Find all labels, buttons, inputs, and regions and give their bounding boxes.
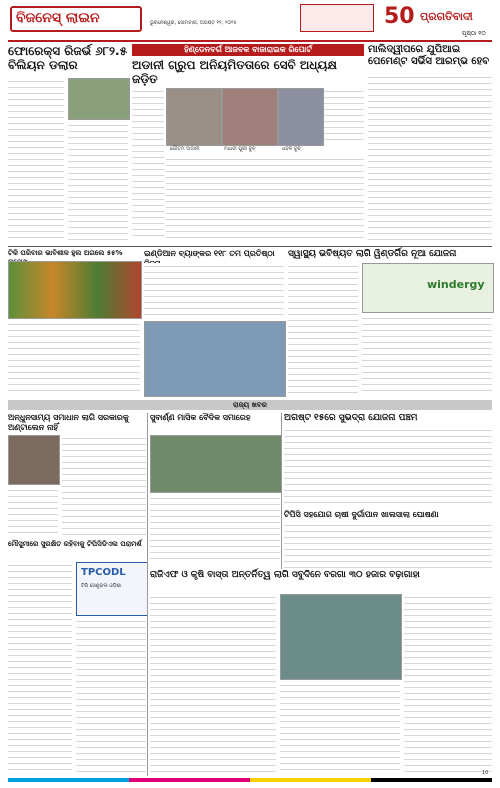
dateline: ଭୁବନେଶ୍ୱର, ସୋମବାର, ଅଗଷ୍ଟ ୧୧, ୨୦୨୫ bbox=[150, 20, 237, 26]
row3-story2 bbox=[150, 413, 280, 563]
right-top-body bbox=[368, 74, 492, 240]
column-divider-1 bbox=[147, 413, 148, 776]
row2-story3-body-2 bbox=[362, 315, 492, 395]
lead-headline: ଅଡାନୀ ଗ୍ରୁପ ଅନିୟମିତତାରେ ସେବି ଅଧ୍ୟକ୍ଷ ଜଡ଼ିତ bbox=[132, 58, 338, 86]
row3-story2-body bbox=[150, 495, 280, 561]
row2-story2-body bbox=[144, 263, 284, 317]
lead-caption-3: ଧବଳ ବୁଚ୍ bbox=[282, 146, 301, 152]
footer-color-bar bbox=[8, 778, 492, 782]
lead-photo-1 bbox=[166, 88, 222, 146]
row3-story1-body-2 bbox=[8, 487, 58, 535]
lead-story bbox=[132, 58, 364, 244]
row3-story3 bbox=[284, 413, 492, 507]
lead-caption-1: ଗୌତମ ଅଡାନୀ bbox=[170, 146, 200, 152]
lead-photo-3 bbox=[278, 88, 324, 146]
kicker-banner-text: ହିଣ୍ଡେନବର୍ଗ ଆଜବକ ବାଜାରାଇକ ରିପୋର୍ଟ bbox=[184, 45, 312, 54]
top-left-headline: ଫୋରେକ୍ସ ରିଜର୍ଭ ୬୮୨.୫ ବିଲିୟନ ଡଲାର bbox=[8, 44, 128, 72]
minister-photo bbox=[8, 435, 60, 485]
row3-story2-headline: ସୁବାର୍ଣ୍ଣ ମାସିକ ବୈଦିକ ସମାରେହ bbox=[150, 413, 251, 422]
brand-ad-box bbox=[300, 4, 374, 32]
masthead-rule bbox=[8, 40, 492, 42]
kicker-banner bbox=[132, 44, 364, 56]
top-left-body bbox=[8, 78, 64, 238]
page-number: 10 bbox=[482, 770, 489, 776]
tpcodl-ad bbox=[76, 562, 148, 616]
top-left-body-2 bbox=[68, 122, 128, 240]
row4-story2 bbox=[150, 570, 492, 776]
section-band-label: ରାଜ୍ୟ ଖବର bbox=[233, 401, 267, 409]
row4-story1 bbox=[8, 540, 146, 776]
windergy-logo: windergy bbox=[427, 278, 485, 291]
row2-story1 bbox=[8, 249, 140, 397]
column-divider-2 bbox=[281, 413, 282, 569]
vegetables-photo bbox=[8, 261, 142, 319]
brand-badge: 50 bbox=[384, 4, 415, 29]
row4-story1-body bbox=[8, 562, 72, 774]
row3-story1 bbox=[8, 413, 146, 537]
row4-story1-headline: ମୌସୁମୀରେ ସୁରକ୍ଷିତ ରହିବାକୁ ଟିପିସିଡିଏଲ ପରାମର୍ଶ bbox=[8, 540, 142, 548]
row2-story1-body bbox=[8, 321, 140, 395]
lead-body-2 bbox=[166, 156, 364, 240]
bank-event-photo bbox=[144, 321, 286, 397]
section-title: ବିଜନେସ୍ ଲାଇନ bbox=[16, 10, 100, 26]
lead-photo-2 bbox=[222, 88, 278, 146]
row3-story4-headline: ଟିପିସି ସହଯୋଗ ଚାଷୀ ଦୁର୍ଗାପାନ ଖାଲସାଲା ଘୋଷଣା bbox=[284, 510, 439, 519]
tpcodl-logo: TPCODL bbox=[81, 567, 126, 578]
row1-rule bbox=[8, 246, 492, 247]
row4-story2-body-2 bbox=[280, 682, 400, 774]
row3-story3-headline: ଅଗଷ୍ଟ ୧୫ରେ ସୁଭଦ୍ରା ଯୋଜନା ପଞ୍ଚମ bbox=[284, 413, 418, 423]
meeting-photo bbox=[280, 594, 402, 680]
masthead bbox=[0, 0, 500, 42]
section-title-box bbox=[10, 6, 142, 32]
brand-name: ପ୍ରଗତିବାଦୀ bbox=[420, 10, 473, 23]
right-top-story bbox=[368, 44, 492, 244]
row2-story3-body bbox=[288, 263, 358, 395]
row2-story1-headline: ଟିକି ପରିବାର ଭାବିଶୀଳ ହୁଲ ଅଗଲେ ୫୫% bbox=[8, 249, 123, 257]
tpcodl-caption: ଟିପି ସେଣ୍ଟ୍ରାଲ ଓଡ଼ିଶା bbox=[81, 583, 122, 589]
row3-story1-headline: ଅନ୍ଧୁନସାମ୍ୟ ସମାଧାନ ଲାଗି ସରକାରକୁ ଅଣ୍ଟାଲେନ ନାହିଁ bbox=[8, 413, 129, 432]
right-top-headline: ମାଲିଦ୍ୱୀପରେ ଯୁପିଆଇ ପେମେଣ୍ଟ ସର୍ଭିସ ଆରମ୍ଭ ହେବ bbox=[368, 44, 490, 67]
lead-pullquote bbox=[324, 88, 364, 144]
row4-story1-body-2 bbox=[76, 618, 146, 774]
lead-caption-2: ମାଧବୀ ପୁରୀ ବୁଚ୍ bbox=[224, 146, 256, 152]
row4-story2-body-3 bbox=[404, 594, 492, 774]
ceremony-photo bbox=[150, 435, 282, 493]
row2-story2-headline: ଇଣ୍ଡିଆନ ବ୍ୟାଙ୍କର ୧୧୮ ତମ ପ୍ରତିଷ୍ଠା bbox=[144, 249, 275, 258]
page-tag: ପୃଷ୍ଠା ୧୦ bbox=[462, 30, 486, 37]
row3-story3-body bbox=[284, 427, 492, 505]
windergy-ad bbox=[362, 263, 494, 313]
lead-body bbox=[132, 88, 164, 238]
row3-story1-body bbox=[62, 435, 146, 535]
row4-story2-body bbox=[150, 594, 276, 774]
row2-story3-headline: ସ୍ୱାସ୍ଥ୍ୟ ଭବିଷ୍ୟତ ଲାଗି ୱିଣ୍ଡର୍ଗିର ନୂଆ ଯୋଜନା bbox=[288, 249, 457, 259]
row2-story3 bbox=[288, 249, 492, 397]
currency-photo bbox=[68, 78, 130, 120]
row3-story4-body bbox=[284, 522, 492, 568]
row3-story4 bbox=[284, 510, 492, 570]
top-left-story bbox=[8, 44, 128, 244]
section-band bbox=[8, 400, 492, 410]
row4-story2-headline: ରାଜିଏଫ ଓ କୃଷି ବାସ୍ତା ଅନ୍ତର୍ନିତ୍ୱ ଲାଗି ସବୁଦିନେ ବରଗା ୩୦ ହଜାର ବଢ଼ାଗାହା bbox=[150, 570, 420, 580]
row2-story2 bbox=[144, 249, 284, 397]
